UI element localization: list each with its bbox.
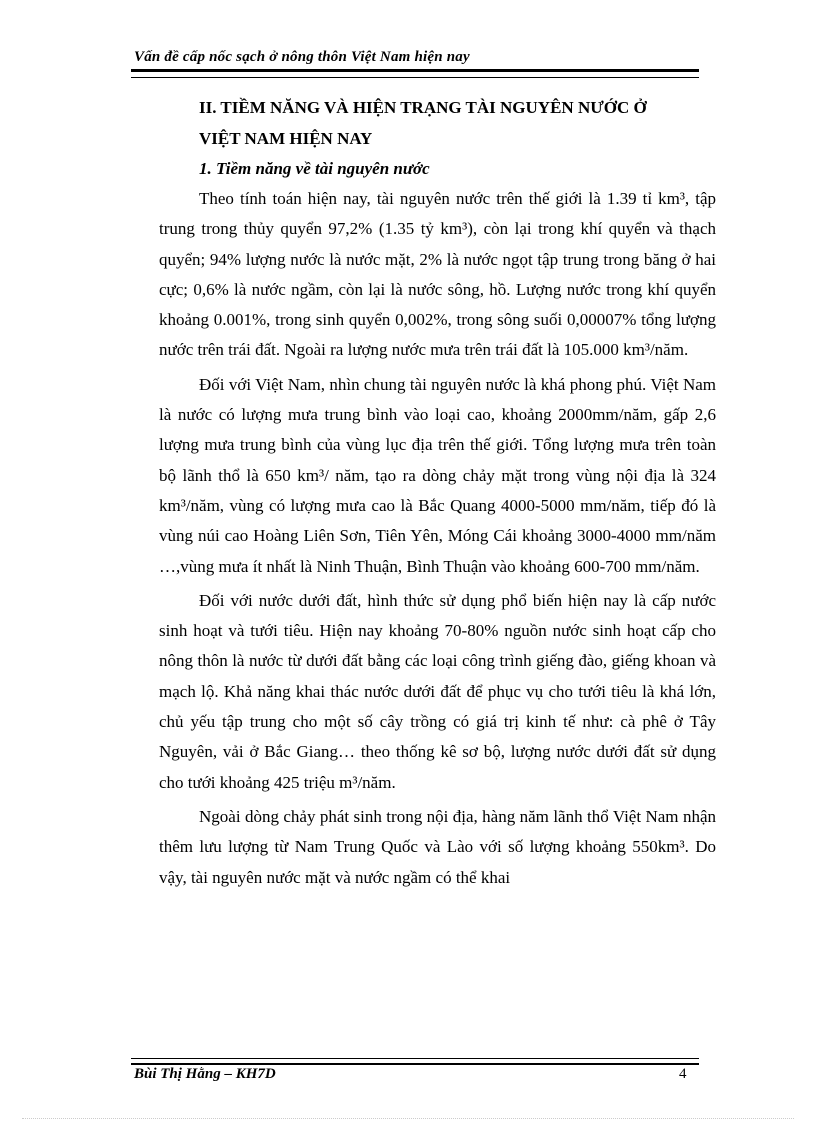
page-number: 4 [679, 1066, 687, 1082]
subsection-heading: 1. Tiềm năng về tài nguyên nước [199, 159, 430, 178]
header-rule [131, 69, 699, 78]
paragraph-inflow: Ngoài dòng chảy phát sinh trong nội địa, hàng năm lãnh thổ Việt Nam nhận thêm lưu lượng từ Nam Trung Quốc và Lào với số lượng khoảng 550km³. Do vậy, tài nguyên nước mặt và nước ngầm có thể khai [159, 806, 716, 887]
paragraph-vietnam-rainfall: Đối với Việt Nam, nhìn chung tài nguyên nước là khá phong phú. Việt Nam là nước có lượng mưa trung bình vào loại cao, khoảng 2000mm/năm, gấp 2,6 lượng mưa trung bình của vùng lục địa trên thế giới. Tổng lượng mưa trên toàn bộ lãnh thổ là 650 km³/ năm, tạo ra dòng chảy mặt trong vùng nội địa là 324 km³/năm, vùng có lượng mưa cao là Bắc Quang 4000-5000 mm/năm, tiếp đó là vùng núi cao Hoàng Liên Sơn, Tiên Yên, Móng Cái khoảng 3000-4000 mm/năm …,vùng mưa ít nhất là Ninh Thuận, Bình Thuận vào khoảng 600-700 mm/năm. [159, 374, 716, 576]
paragraph-world-water: Theo tính toán hiện nay, tài nguyên nước trên thế giới là 1.39 tỉ km³, tập trung trong thủy quyển 97,2% (1.35 tỷ km³), còn lại trong khí quyển và thạch quyển; 94% lượng nước là nước mặt, 2% là nước ngọt tập trung trong băng ở hai cực; 0,6% là nước ngầm, còn lại là nước sông, hồ. Lượng nước trong khí quyển khoảng 0.001%, trong sinh quyển 0,002%, trong sông suối 0,00007% tổng lượng nước trên trái đất. Ngoài ra lượng nước mưa trên trái đất là 105.000 km³/năm. [159, 189, 716, 360]
section-heading-line2: VIỆT NAM HIỆN NAY [199, 129, 373, 148]
page-content [159, 92, 716, 893]
paragraph-groundwater: Đối với nước dưới đất, hình thức sử dụng phổ biến hiện nay là cấp nước sinh hoạt và tưới tiêu. Hiện nay khoảng 70-80% nguồn nước sinh hoạt cấp cho nông thôn là nước từ dưới đất bằng các loại công trình giếng đào, giếng khoan và mạch lộ. Khả năng khai thác nước dưới đất để phục vụ cho tưới tiêu là khá lớn, chủ yếu tập trung cho một số cây trồng có giá trị kinh tế như: cà phê ở Tây Nguyên, vải ở Bắc Giang… theo thống kê sơ bộ, lượng nước dưới đất sử dụng cho tưới khoảng 425 triệu m³/năm. [159, 590, 716, 792]
running-header: Vấn đề cấp nốc sạch ở nông thôn Việt Nam hiện nay [134, 49, 470, 65]
section-heading [159, 92, 716, 154]
footer-author: Bùi Thị Hằng – KH7D [134, 1066, 276, 1082]
page-edge-divider [22, 1118, 794, 1119]
section-heading-line1: II. TIỀM NĂNG VÀ HIỆN TRẠNG TÀI NGUYÊN NƯỚC Ở [199, 98, 647, 117]
footer-rule [131, 1058, 699, 1065]
